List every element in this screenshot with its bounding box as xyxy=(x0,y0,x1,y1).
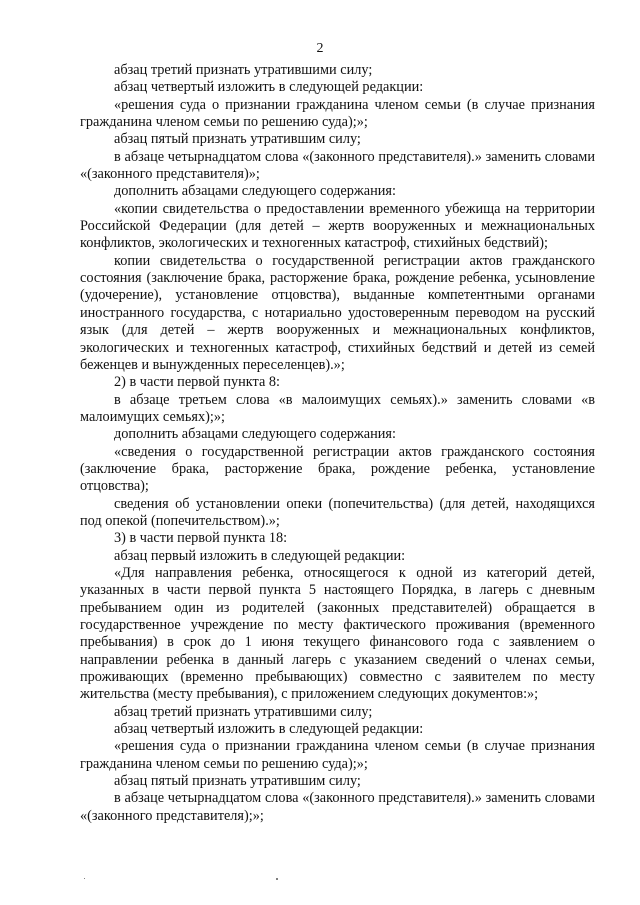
paragraph: «сведения о государственной регистрации актов гражданского состояния (заключение брака, расторжение брака, рождение ребенка, установление отцовства); xyxy=(80,443,595,495)
paragraph: «решения суда о признании гражданина членом семьи (в случае признания гражданина членом семьи по решению суда);»; xyxy=(80,96,595,131)
scan-speck xyxy=(84,878,85,879)
paragraph: 3) в части первой пункта 18: xyxy=(114,530,288,547)
paragraph: в абзаце третьем слова «в малоимущих семьях).» заменить словами «в малоимущих семьях);»; xyxy=(80,391,595,425)
paragraph: абзац третий признать утратившими силу; xyxy=(114,703,373,720)
paragraph: абзац четвертый изложить в следующей редакции: xyxy=(114,79,424,96)
paragraph: «Для направления ребенка, относящегося к одной из категорий детей, указанных в части первой пункта 5 настоящего Порядка, в лагерь с дневным пребыванием один из родителей (законных представителей) обращается в государственное учреждение по месту фактического проживания (временного пребывания) в срок до 1 июня текущего финансового года с заявлением о направлении ребенка в данный лагерь с указанием сведений о членах семьи, проживающих (временно пребывающих) совместно с заявителем по месту жительства (месту пребывания), с приложением следующих документов:»; xyxy=(80,564,595,703)
paragraph: абзац третий признать утратившими силу; xyxy=(114,62,373,78)
page-number: 2 xyxy=(316,41,324,56)
paragraph: абзац пятый признать утратившим силу; xyxy=(114,773,361,790)
paragraph: абзац первый изложить в следующей редакции: xyxy=(114,547,406,564)
paragraph: 2) в части первой пункта 8: xyxy=(114,374,281,391)
paragraph: в абзаце четырнадцатом слова «(законного представителя).» заменить словами «(законного представителя);»; xyxy=(80,790,595,824)
paragraph: дополнить абзацами следующего содержания: xyxy=(114,183,396,200)
paragraph: абзац пятый признать утратившим силу; xyxy=(114,131,361,148)
paragraph: абзац четвертый изложить в следующей редакции: xyxy=(114,721,424,738)
paragraph: копии свидетельства о государственной регистрации актов гражданского состояния (заключение брака, расторжение брака, рождение ребенка, усыновление (удочерение), установление отцовства), выданные компетентными органами иностранного государства, с нотариально удостоверенным переводом на русский язык (для детей – жертв вооруженных и межнациональных конфликтов, экологических и техногенных катастроф, стихийных бедствий и детей из семей беженцев и вынужденных переселенцев).»; xyxy=(80,252,595,373)
paragraph: «копии свидетельства о предоставлении временного убежища на территории Российской Федерации (для детей – жертв вооруженных и межнациональных конфликтов, экологических и техногенных катастроф, стихийных бедствий); xyxy=(80,200,595,252)
paragraph: в абзаце четырнадцатом слова «(законного представителя).» заменить словами «(законного представителя)»; xyxy=(80,148,595,183)
paragraph: дополнить абзацами следующего содержания: xyxy=(114,426,396,443)
paragraph: сведения об установлении опеки (попечительства) (для детей, находящихся под опекой (попечительством).»; xyxy=(80,495,595,529)
paragraph: «решения суда о признании гражданина членом семьи (в случае признания гражданина членом семьи по решению суда);»; xyxy=(80,738,595,772)
scan-speck xyxy=(276,878,278,880)
document-body xyxy=(80,62,595,825)
